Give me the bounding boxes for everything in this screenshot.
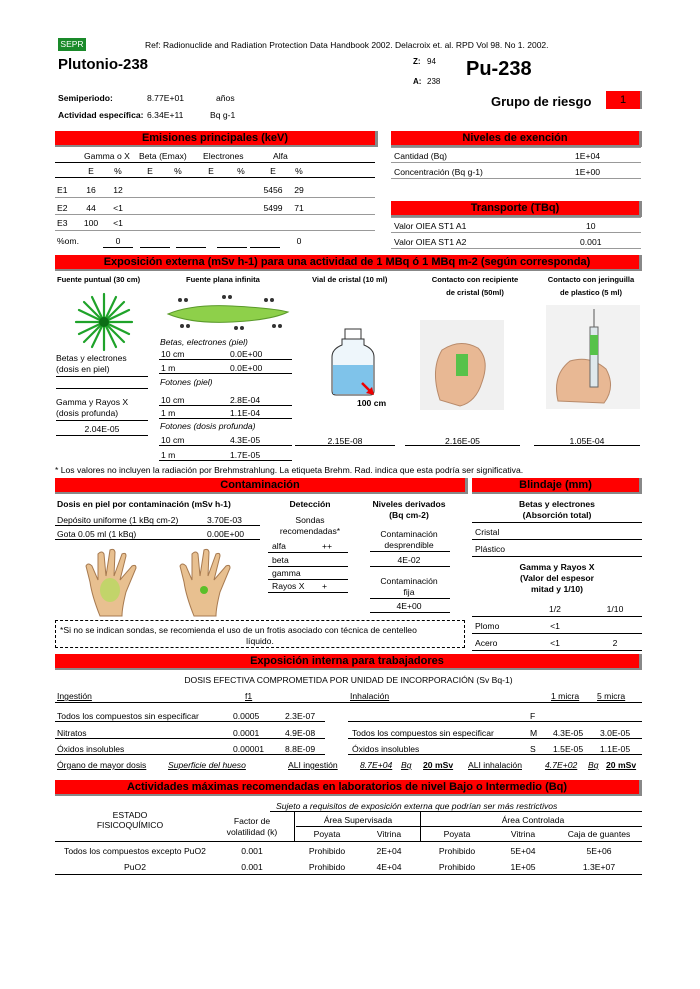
syringe-icon	[546, 305, 640, 409]
derived-levels-title-1: Niveles derivados	[372, 499, 446, 509]
beta-10cm-label: 10 cm	[161, 349, 185, 359]
emission-cell: 0	[296, 236, 302, 246]
emission-cell: <1	[113, 218, 123, 228]
a-label: A:	[413, 77, 422, 86]
z-label: Z:	[413, 57, 421, 66]
contamination-title-bar: Contaminación	[55, 478, 468, 494]
col-syringe-1: Contacto con jeringuilla	[547, 275, 635, 284]
uniform-deposit-value: 3.70E-03	[207, 515, 242, 525]
nuclide-symbol: Pu-238	[466, 58, 532, 80]
col-syringe-2: de plastico (5 ml)	[559, 288, 623, 297]
emissions-group-beta: Beta (Emax)	[139, 151, 187, 161]
fixed-contamination-label-1: Contaminación	[380, 576, 438, 586]
removable-contamination-label-2: desprendible	[384, 540, 434, 550]
probe-type-label: alfa	[272, 541, 286, 551]
shield-lead-label: Plomo	[475, 621, 500, 631]
shield-steel-half: <1	[550, 638, 560, 648]
emission-cell: 71	[294, 203, 304, 213]
shielding-title-bar: Blindaje (mm)	[472, 478, 642, 494]
micron5-header: 5 micra	[597, 691, 626, 701]
shield-steel-tenth: 2	[612, 638, 618, 648]
shielding-gamma-title-1: Gamma y Rayos X	[519, 562, 595, 572]
shield-plastic-label: Plástico	[475, 544, 506, 554]
photons-deep-title: Fotones (dosis profunda)	[160, 421, 256, 431]
activity-subcolumn-header: Caja de guantes	[567, 829, 631, 839]
organ-label: Órgano de mayor dosis	[57, 760, 147, 770]
col-glass-container-2: de cristal (50ml)	[446, 288, 504, 297]
volatility-header-1: Factor de	[233, 816, 271, 826]
photons-10cm-label: 10 cm	[161, 395, 185, 405]
emission-subheader: %	[237, 166, 245, 176]
ali-inhalation-value: 4.7E+02	[545, 760, 578, 770]
probe-note-line-1: *Si no se indican sondas, se recomienda el uso de un frotis asociado con técnica de centelleo	[60, 625, 417, 635]
probe-type-label: beta	[272, 555, 289, 565]
activity-value: 5E+06	[586, 846, 612, 856]
ali-ingestion-unit: Bq	[401, 760, 412, 770]
ingestion-dose-coefficient: 2.3E-07	[285, 711, 316, 721]
half-life-label: Semiperiodo:	[58, 93, 113, 103]
emission-cell: 12	[113, 185, 123, 195]
inhalation-absorption-type: M	[530, 728, 538, 738]
exemption-concentration-value: 1E+00	[575, 167, 601, 177]
activity-value: 2E+04	[376, 846, 402, 856]
organ-value: Superficie del hueso	[168, 760, 246, 770]
activity-value: 4E+04	[376, 862, 402, 872]
deep-1m-value: 1.7E-05	[230, 450, 261, 460]
activity-state: Todos los compuestos excepto PuO2	[64, 846, 206, 856]
internal-subtitle: DOSIS EFECTIVA COMPROMETIDA POR UNIDAD DE INCORPORACIÓN (Sv Bq-1)	[184, 675, 513, 685]
emissions-title-bar: Emisiones principales (keV)	[55, 131, 378, 147]
emission-cell: 0	[115, 236, 121, 246]
hand-uniform-contamination-icon	[82, 548, 152, 618]
half-value-header: 1/2	[549, 604, 561, 614]
col-glass-container-1: Contacto con recipiente	[431, 275, 519, 284]
gamma-dose-label-1: Gamma y Rayos X	[56, 397, 129, 407]
activity-volatility: 0.001	[241, 846, 263, 856]
activity-subcolumn-header: Poyata	[443, 829, 471, 839]
activity-subcolumn-header: Vitrina	[510, 829, 536, 839]
probe-rating: ++	[322, 541, 333, 551]
state-header-2: FISICOQUÍMICO	[96, 820, 164, 830]
removable-contamination-label-1: Contaminación	[380, 529, 438, 539]
activity-value: 1.3E+07	[582, 862, 616, 872]
brehm-footnote: * Los valores no incluyen la radiación por Brehmstrahlung. La etiqueta Brehm. Rad. indica que esta podría ser significativa.	[55, 465, 524, 475]
specific-activity-label: Actividad específica:	[58, 110, 144, 120]
inhalation-absorption-type: F	[530, 711, 536, 721]
internal-title-bar: Exposición interna para trabajadores	[55, 654, 642, 670]
activity-value: 5E+04	[510, 846, 536, 856]
volatility-header-2: volatilidad (k)	[226, 827, 278, 837]
inhalation-compound: Óxidos insolubles	[352, 744, 420, 754]
shielding-beta-title-2: (Absorción total)	[522, 510, 592, 520]
external-title-bar: Exposición externa (mSv h-1) para una actividad de 1 MBq ó 1 MBq m-2 (según corresponda)	[55, 255, 642, 271]
activity-volatility: 0.001	[241, 862, 263, 872]
specific-activity-unit: Bq g-1	[210, 110, 236, 120]
emission-subheader: %	[174, 166, 182, 176]
emission-row-label: %om.	[57, 236, 79, 246]
col-vial: Vial de cristal (10 ml)	[312, 275, 388, 284]
derived-levels-title-2: (Bq cm-2)	[389, 510, 429, 520]
emission-subheader: E	[88, 166, 94, 176]
transport-title-bar: Transporte (TBq)	[391, 201, 642, 217]
plane-source-icon	[162, 292, 292, 332]
probe-type-label: Rayos X	[272, 581, 305, 591]
emission-cell: 16	[86, 185, 96, 195]
transport-a2-value: 0.001	[580, 237, 602, 247]
photons-skin-title: Fotones (piel)	[160, 377, 213, 387]
tenth-value-header: 1/10	[606, 604, 624, 614]
deep-10cm-label: 10 cm	[161, 435, 185, 445]
uniform-deposit-label: Depósito uniforme (1 kBq cm-2)	[57, 515, 179, 525]
activities-title-bar: Actividades máximas recomendadas en laboratorios de nivel Bajo o Intermedio (Bq)	[55, 780, 642, 796]
hand-drop-contamination-icon	[176, 548, 246, 618]
ali-inhalation-unit: Bq	[588, 760, 599, 770]
activity-value: Prohibido	[308, 862, 346, 872]
ali-ingestion-dose: 20 mSv	[423, 760, 454, 770]
fixed-contamination-label-2: fija	[403, 587, 415, 597]
ingestion-compound: Todos los compuestos sin especificar	[57, 711, 199, 721]
emission-subheader: E	[147, 166, 153, 176]
col-plane-source: Fuente plana infinita	[186, 275, 260, 284]
supervised-area-header: Área Supervisada	[323, 815, 393, 825]
activity-value: 1E+05	[510, 862, 536, 872]
fixed-contamination-value: 4E+00	[396, 601, 422, 611]
emission-cell: 5499	[263, 203, 283, 213]
glass-container-dose-value: 2.16E-05	[445, 436, 480, 446]
col-point-source: Fuente puntual (30 cm)	[57, 275, 141, 284]
risk-group-value: 1	[606, 91, 642, 109]
emission-row-label: E2	[57, 203, 68, 213]
beta-1m-value: 0.0E+00	[230, 363, 263, 373]
emission-subheader: E	[270, 166, 276, 176]
transport-a2-label: Valor OIEA ST1 A2	[394, 237, 467, 247]
removable-contamination-value: 4E-02	[397, 555, 421, 565]
micron1-header: 1 micra	[551, 691, 580, 701]
probe-rating: +	[322, 581, 328, 591]
activity-subcolumn-header: Poyata	[313, 829, 341, 839]
gamma-dose-label-2: (dosis profunda)	[56, 408, 119, 418]
activity-subcolumn-header: Vitrina	[376, 829, 402, 839]
ingestion-dose-coefficient: 4.9E-08	[285, 728, 316, 738]
activity-value: Prohibido	[438, 846, 476, 856]
inhalation-5micron: 3.0E-05	[600, 728, 631, 738]
syringe-dose-value: 1.05E-04	[569, 436, 605, 446]
inhalation-1micron: 1.5E-05	[553, 744, 584, 754]
shielding-beta-title-1: Betas y electrones	[519, 499, 595, 509]
transport-a1-value: 10	[586, 221, 596, 231]
exemption-quantity-label: Cantidad (Bq)	[394, 151, 448, 161]
photons-10cm-value: 2.8E-04	[230, 395, 261, 405]
ingestion-f1: 0.0001	[233, 728, 260, 738]
inhalation-1micron: 4.3E-05	[553, 728, 584, 738]
point-source-gamma-value: 2.04E-05	[84, 424, 120, 434]
emission-cell: 29	[294, 185, 304, 195]
specific-activity-value: 6.34E+11	[147, 110, 184, 120]
emission-subheader: %	[295, 166, 303, 176]
ali-inhalation-dose: 20 mSv	[606, 760, 637, 770]
activity-value: Prohibido	[438, 862, 476, 872]
inhalation-5micron: 1.1E-05	[600, 744, 631, 754]
f1-header: f1	[245, 691, 253, 701]
drop-label: Gota 0.05 ml (1 kBq)	[57, 529, 137, 539]
exemption-concentration-label: Concentración (Bq g-1)	[394, 167, 483, 177]
point-source-star-icon	[72, 290, 136, 354]
emission-cell: 100	[83, 218, 99, 228]
emission-row-label: E1	[57, 185, 68, 195]
shielding-gamma-title-2: (Valor del espesor	[519, 573, 595, 583]
inhalation-absorption-type: S	[530, 744, 536, 754]
ingestion-header: Ingestión	[57, 691, 92, 701]
probes-title-1: Sondas	[295, 515, 325, 525]
reference-text: Ref: Radionuclide and Radiation Protection Data Handbook 2002. Delacroix et. al. RPD Vol 98. No 1. 2002.	[145, 40, 549, 50]
ingestion-compound: Nitratos	[57, 728, 87, 738]
skin-contamination-title: Dosis en piel por contaminación (mSv h-1)	[57, 499, 231, 509]
beta-dose-label-2: (dosis en piel)	[56, 364, 110, 374]
risk-group-label: Grupo de riesgo	[491, 94, 592, 109]
shield-lead-half: <1	[550, 621, 560, 631]
vial-icon	[328, 327, 380, 397]
exemption-title-bar: Niveles de exención	[391, 131, 642, 147]
emissions-group-gamma: Gamma o X	[84, 151, 130, 161]
ingestion-f1: 0.0005	[233, 711, 260, 721]
half-life-unit: años	[216, 93, 235, 103]
a-value: 238	[427, 77, 441, 86]
activity-state: PuO2	[124, 862, 146, 872]
detection-title: Detección	[289, 499, 331, 509]
vial-dose-value: 2.15E-08	[327, 436, 363, 446]
half-life-value: 8.77E+01	[147, 93, 185, 103]
sepr-logo: SEPR	[58, 38, 86, 51]
transport-a1-label: Valor OIEA ST1 A1	[394, 221, 467, 231]
ali-ingestion-label: ALI ingestión	[288, 760, 338, 770]
activities-subject-note: Sujeto a requisitos de exposición externa que podrían ser más restrictivos	[276, 801, 558, 811]
emission-cell: 5456	[263, 185, 283, 195]
ingestion-dose-coefficient: 8.8E-09	[285, 744, 316, 754]
shielding-gamma-title-3: mitad y 1/10)	[530, 584, 584, 594]
emission-subheader: E	[208, 166, 214, 176]
ingestion-compound: Óxidos insolubles	[57, 744, 125, 754]
nuclide-name: Plutonio-238	[58, 56, 149, 73]
emissions-group-electrons: Electrones	[203, 151, 244, 161]
beta-skin-title: Betas, electrones (piel)	[160, 337, 248, 347]
hand-glass-container-icon	[420, 320, 504, 410]
ingestion-f1: 0.00001	[233, 744, 265, 754]
vial-distance-label: 100 cm	[357, 398, 387, 408]
state-header-1: ESTADO	[112, 810, 148, 820]
exemption-quantity-value: 1E+04	[575, 151, 601, 161]
activity-value: Prohibido	[308, 846, 346, 856]
emission-subheader: %	[114, 166, 122, 176]
ali-ingestion-value: 8.7E+04	[360, 760, 393, 770]
emission-cell: 44	[86, 203, 96, 213]
beta-10cm-value: 0.0E+00	[230, 349, 263, 359]
ali-inhalation-label: ALI inhalación	[468, 760, 522, 770]
probes-title-2: recomendadas*	[279, 526, 341, 536]
z-value: 94	[427, 57, 436, 66]
inhalation-compound: Todos los compuestos sin especificar	[352, 728, 494, 738]
beta-dose-label-1: Betas y electrones	[56, 353, 127, 363]
inhalation-header: Inhalación	[350, 691, 390, 701]
photons-1m-value: 1.1E-04	[230, 408, 261, 418]
photons-1m-label: 1 m	[161, 408, 176, 418]
controlled-area-header: Área Controlada	[501, 815, 565, 825]
emission-cell: <1	[113, 203, 123, 213]
beta-1m-label: 1 m	[161, 363, 176, 373]
deep-1m-label: 1 m	[161, 450, 176, 460]
deep-10cm-value: 4.3E-05	[230, 435, 261, 445]
emission-row-label: E3	[57, 218, 68, 228]
shield-crystal-label: Cristal	[475, 527, 500, 537]
emissions-group-alpha: Alfa	[273, 151, 288, 161]
probe-type-label: gamma	[272, 568, 301, 578]
drop-value: 0.00E+00	[207, 529, 245, 539]
shield-steel-label: Acero	[475, 638, 498, 648]
probe-note-line-2: líquido.	[246, 636, 274, 646]
